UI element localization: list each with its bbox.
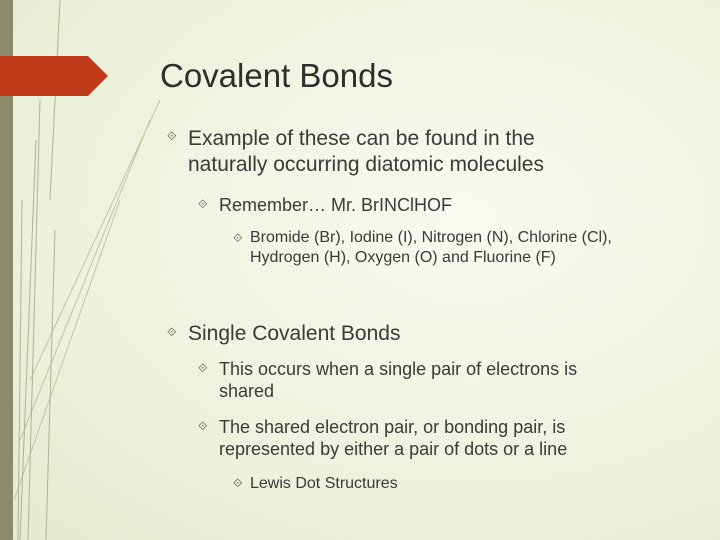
- diamond-arrow-icon: ⟐: [233, 476, 243, 490]
- slide-title: Covalent Bonds: [160, 57, 393, 94]
- diamond-arrow-icon: ⟐: [233, 231, 243, 245]
- diamond-arrow-icon: ⟐: [198, 197, 208, 211]
- diamond-arrow-icon: ⟐: [167, 129, 177, 143]
- bullet-level-3: Bromide (Br), Iodine (I), Nitrogen (N), Chlorine (Cl), Hydrogen (H), Oxygen (O) and Fluorine (F): [250, 229, 612, 266]
- bullet-level-3: Lewis Dot Structures: [250, 475, 398, 492]
- bullet-level-1: Single Covalent Bonds: [188, 322, 401, 345]
- title-accent-tab: [0, 56, 108, 96]
- bullet-level-1: Example of these can be found in the naturally occurring diatomic molecules: [188, 127, 544, 176]
- diamond-arrow-icon: ⟐: [198, 419, 208, 433]
- diamond-arrow-icon: ⟐: [167, 325, 177, 339]
- diamond-arrow-icon: ⟐: [198, 361, 208, 375]
- bullet-level-2: The shared electron pair, or bonding pair, is represented by either a pair of dots or a line: [219, 417, 568, 460]
- bullet-level-2: Remember… Mr. BrINClHOF: [219, 195, 453, 215]
- bullet-level-2: This occurs when a single pair of electrons is shared: [219, 359, 578, 402]
